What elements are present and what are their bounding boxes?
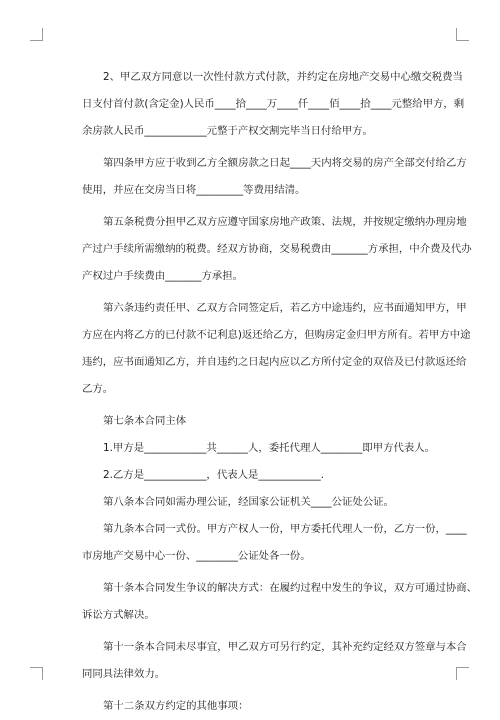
- paragraph-line: 1.甲方是____________共______人，委托代理人________即甲方代表人。: [103, 442, 436, 454]
- crop-mark-top-left: [30, 28, 43, 41]
- paragraph-line: 第四条甲方应于收到乙方全额房款之日起____天内将交易的房产全部交付给乙方: [103, 157, 467, 169]
- paragraph-line: 2、甲乙双方同意以一次性付款方式付款，并约定在房地产交易中心缴交税费当: [103, 71, 463, 83]
- paragraph-line: 违约，应书面通知乙方，并自违约之日起内应以乙方所付定金的双倍及已付款返还给: [82, 356, 467, 368]
- paragraph-line: 产过户手续所需缴纳的税费。经双方协商，交易税费由_______方承担，中介费及代办: [82, 243, 472, 255]
- paragraph-line: 第九条本合同一式份。甲方产权人一份，甲方委托代理人一份，乙方一份，____: [103, 523, 467, 535]
- paragraph-line: 第十一条本合同未尽事宜，甲乙双方可另行约定，其补充约定经双方签章与本合: [103, 641, 467, 653]
- paragraph-line: 产权过户手续费由_______方承担。: [82, 270, 244, 282]
- paragraph-line: 日支付首付款(含定金)人民币____拾____万____仟____佰____拾____元整给甲方，剩: [82, 98, 465, 110]
- paragraph-line: 诉讼方式解决。: [82, 609, 155, 621]
- paragraph-line: 乙方。: [82, 383, 114, 395]
- crop-mark-top-right: [456, 28, 469, 41]
- paragraph-line: 使用，并应在交房当日将_________等费用结清。: [82, 184, 306, 196]
- crop-mark-bottom-right: [456, 667, 469, 680]
- paragraph-line: 市房地产交易中心一份、________公证处各一份。: [82, 550, 311, 562]
- document-body: [82, 64, 478, 720]
- paragraph-line: 余房款人民币____________元整于产权交割完毕当日付给甲方。: [82, 125, 373, 137]
- paragraph-line: 第七条本合同主体: [103, 415, 187, 427]
- crop-mark-bottom-left: [30, 667, 43, 680]
- paragraph-line: 第六条违约责任甲、乙双方合同签定后，若乙方中途违约，应书面通知甲方，甲: [103, 302, 467, 314]
- paragraph-line: 第十条本合同发生争议的解决方式：在履约过程中发生的争议，双方可通过协商、: [103, 582, 478, 594]
- paragraph-line: 第十二条双方约定的其他事项：: [103, 700, 249, 712]
- paragraph-line: 同同具法律效力。: [82, 668, 166, 680]
- paragraph-line: 方应在内将乙方的已付款不记利息)返还给乙方，但购房定金归甲方所有。若甲方中途: [82, 329, 471, 341]
- paragraph-line: 第八条本合同如需办理公证，经国家公证机关____公证处公证。: [103, 496, 394, 508]
- paragraph-line: 2.乙方是____________，代表人是____________.: [103, 469, 325, 481]
- paragraph-line: 第五条税费分担甲乙双方应遵守国家房地产政策、法规，并按规定缴纳办理房地: [103, 216, 467, 228]
